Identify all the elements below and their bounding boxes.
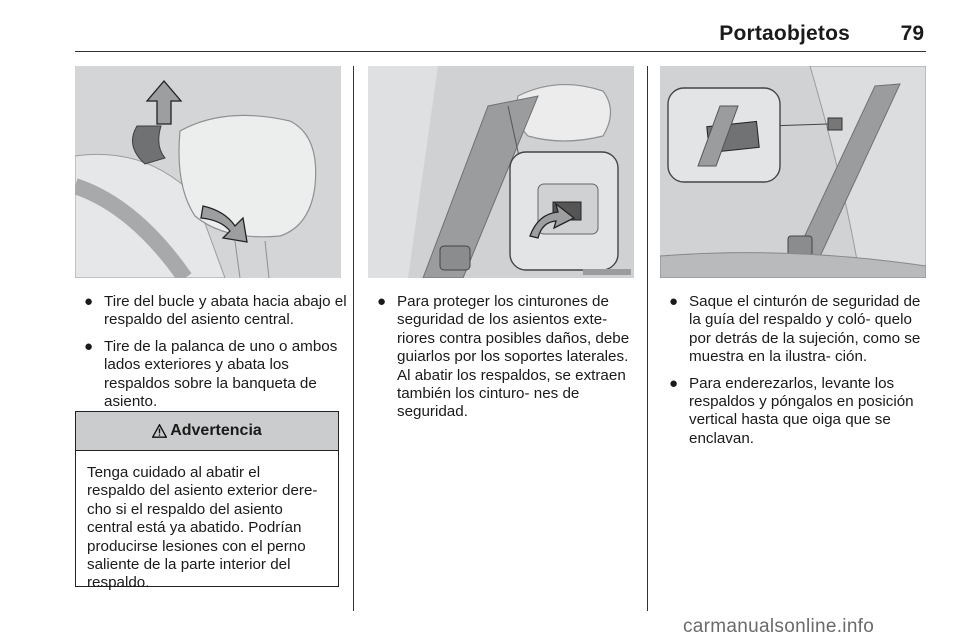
bullet-text: Para proteger los cinturones de seguridad de los asientos exte- riores contra posibles daños, debe guiarlos por los soportes laterales. Al abatir los respaldos, se extraen también los cinturo- nes de seguridad. — [397, 293, 630, 421]
warning-line: saliente de la parte interior del — [87, 556, 291, 574]
warning-box — [75, 411, 339, 592]
list-item — [75, 293, 353, 330]
warning-line: central está ya abatido. Podrían — [87, 519, 302, 537]
page-title: Portaobjetos — [719, 22, 850, 45]
watermark-link[interactable]: carmanualsonline.info — [683, 616, 875, 637]
warning-line: respaldo. — [87, 574, 150, 592]
col2-bullet-list — [368, 293, 634, 430]
warning-line: respaldo del asiento exterior dere- — [87, 482, 318, 500]
bullet-dot: ● — [669, 293, 679, 310]
bullet-text: Saque el cinturón de seguridad de la guía del respaldo y coló- quelo por detrás de la sujeción, como se muestra en la ilustra- ción. — [689, 293, 921, 366]
bullet-text: Tire de la palanca de uno o ambos lados exteriores y abata los respaldos sobre la banqueta de asiento. — [104, 337, 338, 411]
col3-bullet-list — [660, 293, 930, 456]
belt-guide-drawing — [368, 66, 634, 278]
column-divider-1 — [353, 66, 354, 611]
warning-line: cho si el respaldo del asiento — [87, 500, 283, 518]
warning-line: Tenga cuidado al abatir el — [87, 464, 261, 481]
bullet-dot: ● — [84, 293, 94, 310]
warning-triangle-icon — [152, 424, 167, 438]
list-item — [75, 338, 353, 412]
seat-loop-drawing — [75, 66, 341, 278]
header-rule — [75, 51, 926, 52]
column-divider-2 — [647, 66, 648, 611]
list-item — [368, 293, 634, 422]
bullet-dot: ● — [669, 374, 679, 392]
bullet-text: Para enderezarlos, levante los respaldos y póngalos en posición vertical hasta que oiga que se enclavan. — [689, 374, 914, 447]
list-item — [660, 293, 930, 367]
belt-holder-drawing — [660, 66, 926, 278]
bullet-dot: ● — [84, 337, 94, 355]
col1-bullet-list — [75, 293, 353, 419]
warning-heading: Advertencia — [170, 422, 262, 439]
warning-body — [76, 451, 338, 593]
illustration-belt-holder — [660, 66, 926, 278]
illustration-seat-loop — [75, 66, 341, 278]
bullet-text: Tire del bucle y abata hacia abajo el respaldo del asiento central. — [104, 293, 347, 329]
page-number: 79 — [900, 22, 924, 45]
bullet-dot: ● — [377, 293, 387, 310]
illustration-belt-guide — [368, 66, 634, 278]
list-item — [660, 375, 930, 449]
warning-heading-bar — [76, 412, 338, 451]
warning-line: producirse lesiones con el perno — [87, 537, 306, 555]
